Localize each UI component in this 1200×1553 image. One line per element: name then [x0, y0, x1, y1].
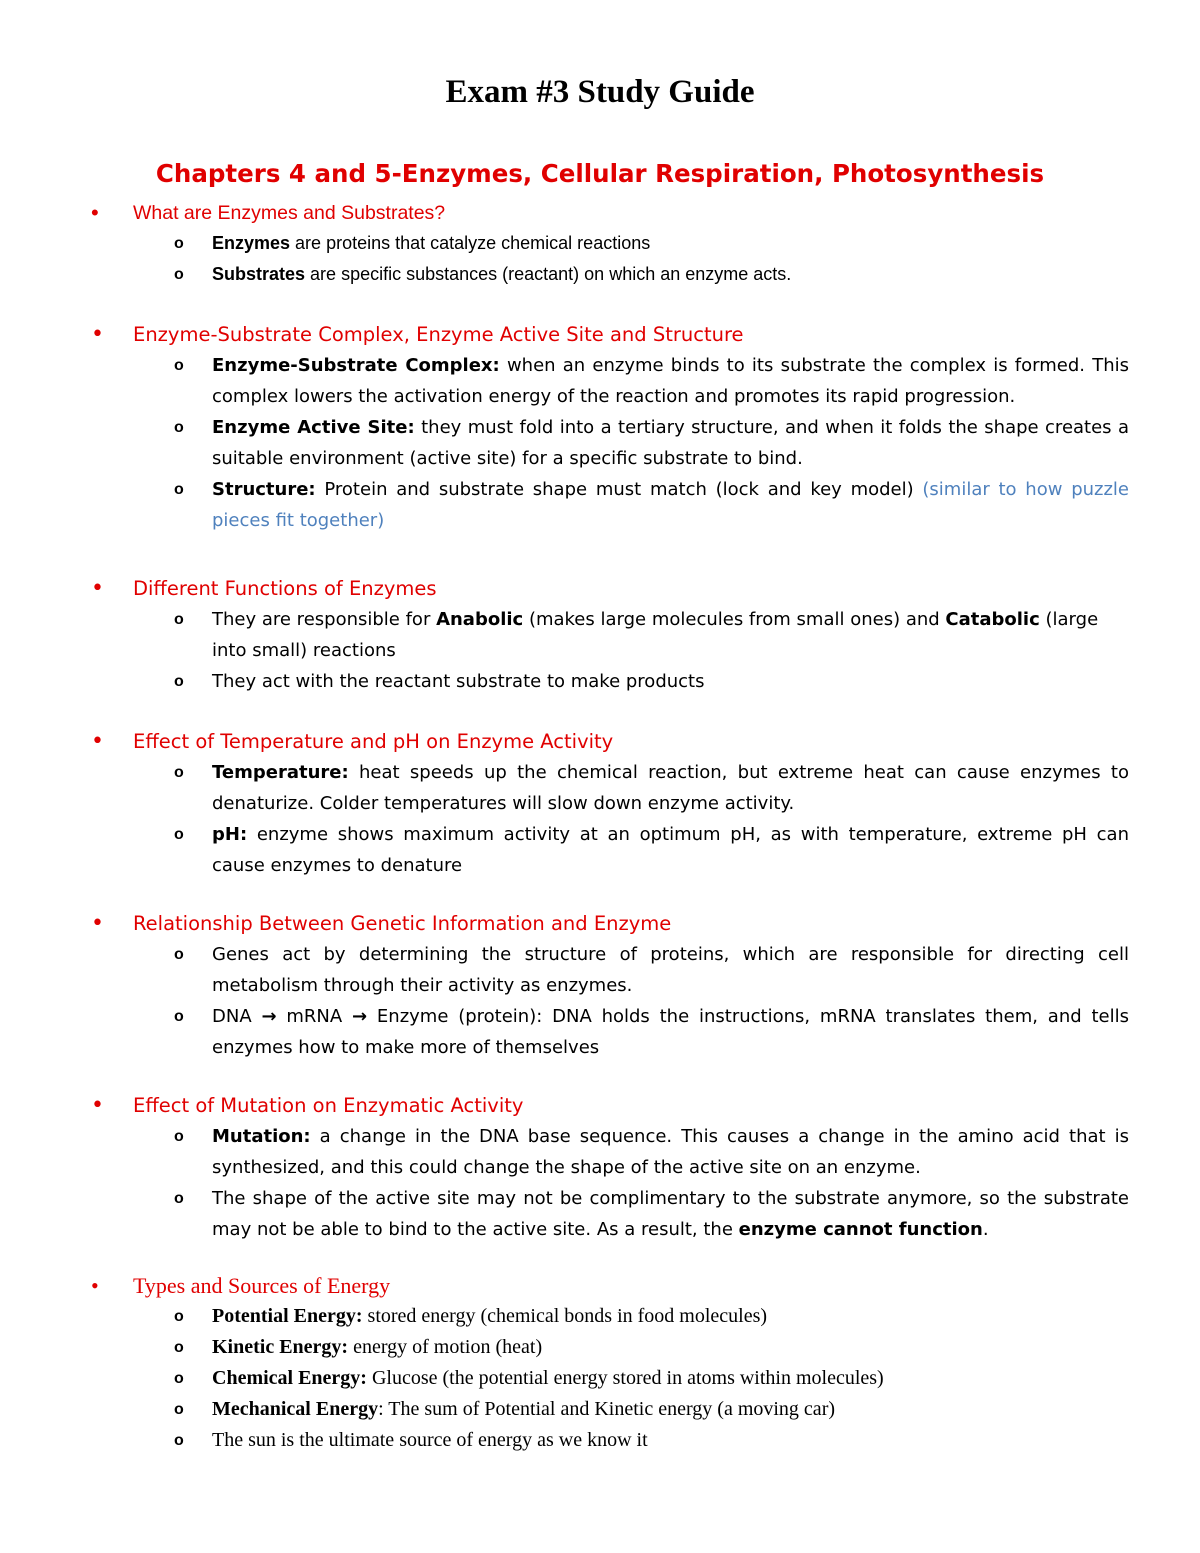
- description: energy of motion (heat): [348, 1336, 543, 1358]
- term: Substrates: [212, 264, 306, 284]
- term: Mutation:: [212, 1126, 311, 1147]
- section-heading: [0, 574, 1200, 604]
- circle-bullet-icon: o: [174, 481, 184, 498]
- chapter-heading: Chapters 4 and 5-Enzymes, Cellular Respiration, Photosynthesis: [155, 159, 1045, 188]
- section-functions-of-enzymes: [0, 574, 1200, 697]
- section-heading: [0, 1091, 1200, 1121]
- circle-bullet-icon: o: [174, 1432, 184, 1449]
- section-mutation: [0, 1091, 1200, 1245]
- term: pH:: [212, 824, 248, 845]
- circle-bullet-icon: o: [174, 266, 184, 283]
- bullet-icon: •: [91, 911, 104, 936]
- circle-bullet-icon: o: [174, 1128, 184, 1145]
- page-title: Exam #3 Study Guide: [445, 74, 755, 110]
- section-energy: [0, 1271, 1200, 1456]
- section-heading-text: Relationship Between Genetic Information and Enzyme: [133, 912, 672, 935]
- term: Catabolic: [945, 609, 1040, 630]
- list-item-text: [212, 259, 1129, 290]
- list-item-text: [212, 1183, 1129, 1245]
- list-item-text: [212, 1363, 1129, 1394]
- list-item-text: [212, 604, 1129, 666]
- bullet-icon: •: [91, 1093, 104, 1118]
- list-item: [0, 474, 1200, 536]
- text-run: .: [982, 1219, 989, 1240]
- list-item-text: [212, 1394, 1129, 1425]
- text-run: They are responsible for: [212, 609, 437, 630]
- description: stored energy (chemical bonds in food molecules): [362, 1305, 768, 1327]
- list-item: [0, 350, 1200, 412]
- text-run: (makes large molecules from small ones) and: [523, 609, 946, 630]
- bullet-icon: •: [91, 729, 104, 754]
- description: Glucose (the potential energy stored in atoms within molecules): [366, 1367, 884, 1389]
- right-arrow-icon: →: [352, 1006, 368, 1027]
- term: Kinetic Energy:: [212, 1336, 349, 1358]
- circle-bullet-icon: o: [174, 611, 184, 628]
- circle-bullet-icon: o: [174, 1339, 184, 1356]
- list-item-text: [212, 1121, 1129, 1183]
- term: Enzyme-Substrate Complex:: [212, 355, 500, 376]
- section-heading-text: What are Enzymes and Substrates?: [133, 202, 446, 224]
- list-item: [0, 819, 1200, 881]
- term: enzyme cannot function: [738, 1219, 983, 1240]
- section-enzyme-substrate-complex: [0, 320, 1200, 536]
- bullet-icon: •: [91, 1273, 99, 1298]
- list-item: [0, 1363, 1200, 1394]
- description: : The sum of Potential and Kinetic energy (a moving car): [378, 1398, 836, 1420]
- section-heading-text: Enzyme-Substrate Complex, Enzyme Active Site and Structure: [133, 323, 744, 346]
- section-heading: [0, 727, 1200, 757]
- description: enzyme shows maximum activity at an optimum pH, as with temperature, extreme pH can cause enzymes to denature: [212, 824, 1129, 876]
- list-item-text: [212, 412, 1129, 474]
- circle-bullet-icon: o: [174, 673, 184, 690]
- term: Potential Energy:: [212, 1305, 363, 1327]
- bullet-icon: •: [91, 200, 99, 225]
- list-item-text: Genes act by determining the structure of proteins, which are responsible for directing cell metabolism through their activity as enzymes.: [212, 944, 1129, 996]
- description: a change in the DNA base sequence. This causes a change in the amino acid that is synthesized, and this could change the shape of the active site on an enzyme.: [212, 1126, 1129, 1178]
- bullet-icon: •: [91, 322, 104, 347]
- term: Enzymes: [212, 233, 291, 253]
- list-item: [0, 1425, 1200, 1456]
- circle-bullet-icon: o: [174, 1190, 184, 1207]
- description: are proteins that catalyze chemical reactions: [290, 233, 651, 253]
- list-item: [0, 1332, 1200, 1363]
- circle-bullet-icon: o: [174, 1308, 184, 1325]
- list-item: [0, 228, 1200, 259]
- list-item-text: [212, 1332, 1129, 1363]
- circle-bullet-icon: o: [174, 1008, 184, 1025]
- list-item-text: They act with the reactant substrate to make products: [212, 671, 705, 692]
- description: Protein and substrate shape must match (lock and key model): [315, 479, 923, 500]
- list-item: [0, 1121, 1200, 1183]
- list-item: [0, 412, 1200, 474]
- circle-bullet-icon: o: [174, 357, 184, 374]
- circle-bullet-icon: o: [174, 1370, 184, 1387]
- list-item: [0, 666, 1200, 697]
- circle-bullet-icon: o: [174, 419, 184, 436]
- section-heading: [0, 909, 1200, 939]
- circle-bullet-icon: o: [174, 946, 184, 963]
- section-heading: [0, 198, 1200, 228]
- description: they must fold into a tertiary structure, and when it folds the shape creates a suitable environment (active site) for a specific substrate to bind.: [212, 417, 1130, 469]
- list-item-text: [212, 1301, 1129, 1332]
- right-arrow-icon: →: [261, 1006, 277, 1027]
- list-item-text: [212, 350, 1129, 412]
- section-enzymes-substrates: [0, 198, 1200, 290]
- circle-bullet-icon: o: [174, 764, 184, 781]
- list-item: [0, 1183, 1200, 1245]
- text-run: The shape of the active site may not be complimentary to the substrate anymore, so the substrate may not be able to bind to the active site. As a result, the: [212, 1188, 1129, 1240]
- term: Structure:: [212, 479, 316, 500]
- list-item: [0, 939, 1200, 1001]
- circle-bullet-icon: o: [174, 235, 184, 252]
- list-item-text: [212, 228, 1129, 259]
- section-heading-text: Effect of Temperature and pH on Enzyme Activity: [133, 730, 614, 753]
- list-item: [0, 1394, 1200, 1425]
- section-heading: [0, 1271, 1200, 1301]
- text-run: Enzyme (protein): DNA holds the instructions, mRNA translates them, and tells enzymes how to make more of themselves: [212, 1006, 1129, 1058]
- circle-bullet-icon: o: [174, 1401, 184, 1418]
- list-item: [0, 1001, 1200, 1063]
- section-heading: [0, 320, 1200, 350]
- circle-bullet-icon: o: [174, 826, 184, 843]
- section-heading-text: Effect of Mutation on Enzymatic Activity: [133, 1094, 524, 1117]
- analogy-note: (similar to how puzzle pieces fit together): [212, 479, 1129, 531]
- text-run: (large into small) reactions: [212, 609, 1099, 661]
- list-item-text: The sun is the ultimate source of energy as we know it: [212, 1429, 648, 1451]
- text-run: mRNA: [276, 1006, 352, 1027]
- section-heading-text: Types and Sources of Energy: [133, 1273, 391, 1298]
- description: heat speeds up the chemical reaction, but extreme heat can cause enzymes to denaturize. Colder temperatures will slow down enzyme activity.: [212, 762, 1129, 814]
- list-item-text: [212, 819, 1129, 881]
- list-item-text: [212, 474, 1129, 536]
- description: are specific substances (reactant) on which an enzyme acts.: [305, 264, 792, 284]
- term: Temperature:: [212, 762, 349, 783]
- section-genetic-information: [0, 909, 1200, 1063]
- list-item-text: [212, 1001, 1129, 1063]
- list-item-text: [212, 757, 1129, 819]
- bullet-icon: •: [91, 576, 104, 601]
- list-item: [0, 1301, 1200, 1332]
- description: when an enzyme binds to its substrate the complex is formed. This complex lowers the activation energy of the reaction and promotes its rapid progression.: [212, 355, 1129, 407]
- list-item: [0, 259, 1200, 290]
- term: Mechanical Energy: [212, 1398, 379, 1420]
- list-item: [0, 757, 1200, 819]
- list-item: [0, 604, 1200, 666]
- text-run: DNA: [212, 1006, 262, 1027]
- term: Chemical Energy:: [212, 1367, 367, 1389]
- section-heading-text: Different Functions of Enzymes: [133, 577, 437, 600]
- section-temperature-ph: [0, 727, 1200, 881]
- term: Enzyme Active Site:: [212, 417, 415, 438]
- term: Anabolic: [436, 609, 524, 630]
